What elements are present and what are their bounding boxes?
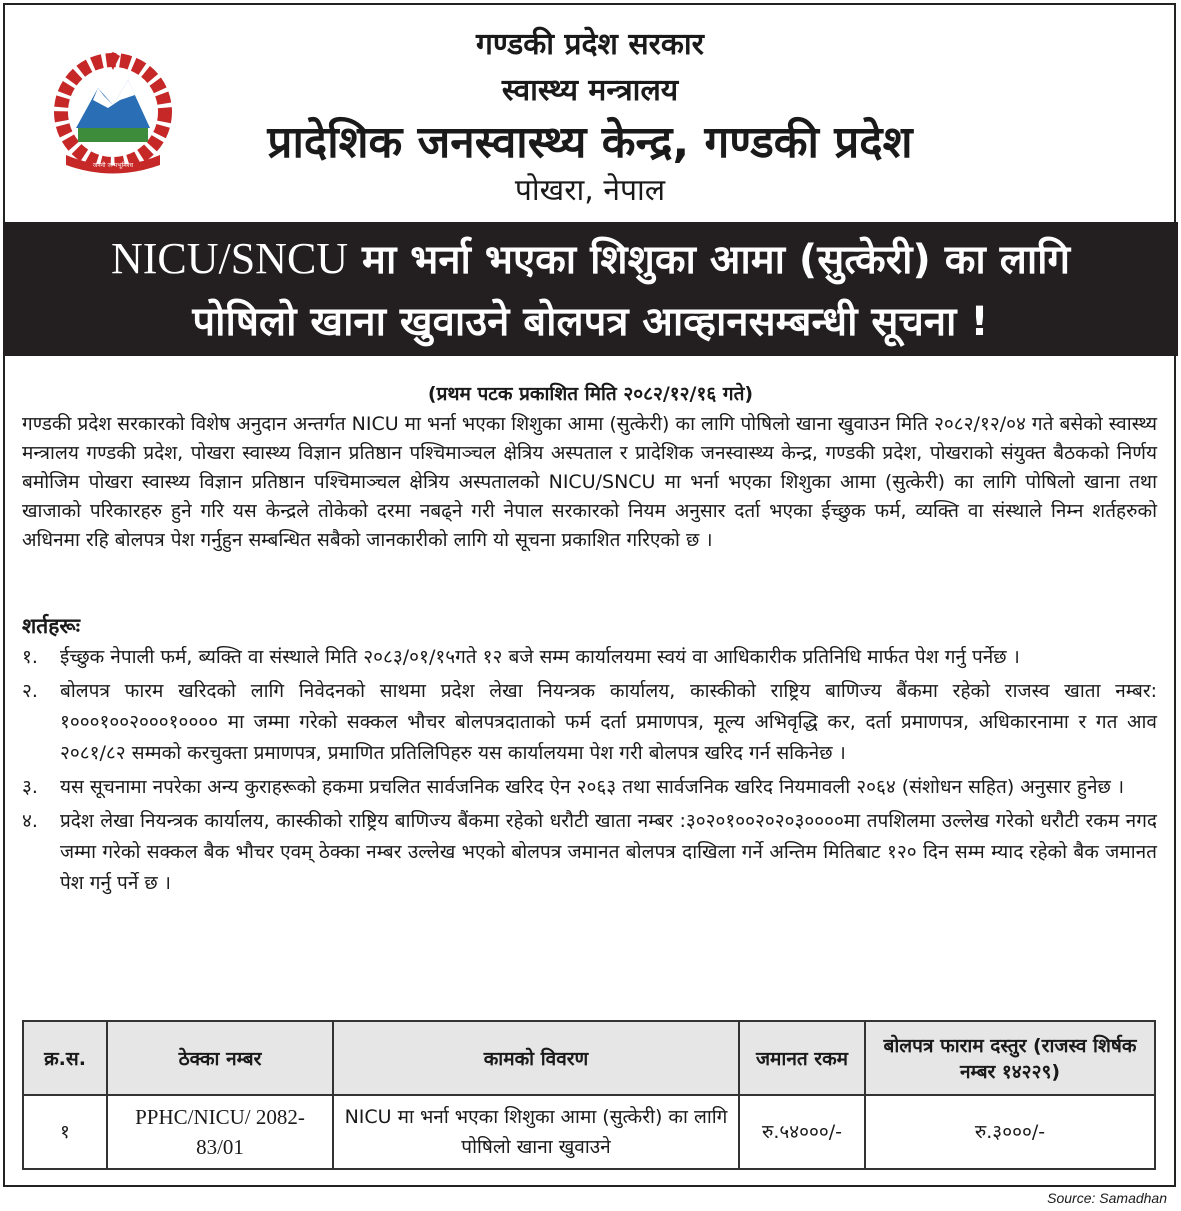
banner-np-text: मा भर्ना भएका शिशुका आमा (सुत्केरी) का लागि: [348, 237, 1071, 283]
condition-text: यस सूचनामा नपरेका अन्य कुराहरूको हकमा प्रचलित सार्वजनिक खरिद ऐन २०६३ तथा सार्वजनिक खरिद नियमावली २०६४ (संशोधन सहित) अनुसार हुनेछ ।: [60, 776, 1125, 798]
notice-title-banner: [3, 222, 1178, 356]
header-bid-security: जमानत रकम: [739, 1021, 865, 1095]
tender-table: [22, 1020, 1156, 1170]
condition-item: [22, 642, 1157, 673]
cell-bid-security: रु.५४०००/-: [739, 1095, 865, 1169]
condition-item: [22, 772, 1157, 803]
publication-date: (प्रथम पटक प्रकाशित मिति २०८२/१२/१६ गते): [427, 383, 754, 405]
condition-number: ४.: [22, 810, 38, 832]
condition-number: १.: [22, 646, 38, 668]
condition-text: प्रदेश लेखा नियन्त्रक कार्यालय, कास्कीको राष्ट्रिय बाणिज्य बैंकमा रहेको धरौटी खाता नम्बर :३०२०१००२०२०३००००मा तपशिलमा उल्लेख गरेको धरौटी रकम नगद जम्मा गरेको सक्कल बैक भौचर एवम् ठेक्का नम्बर उल्लेख भएको बोलपत्र जमानत बोलपत्र दाखिला गर्ने अन्तिम मितिबाट १२० दिन सम्म म्याद रहेको बैक जमानत पेश गर्नु पर्ने छ ।: [60, 810, 1157, 894]
conditions-heading: शर्तहरूः: [22, 614, 80, 638]
banner-line-1: [3, 228, 1178, 291]
office-location: पोखरा, नेपाल: [514, 173, 666, 208]
header-serial: क्र.स.: [23, 1021, 107, 1095]
cell-form-fee: रु.३०००/-: [865, 1095, 1155, 1169]
nepal-emblem-logo: [38, 50, 188, 180]
ministry-name: स्वास्थ्य मन्त्रालय: [501, 73, 679, 108]
banner-line-2: पोषिलो खाना खुवाउने बोलपत्र आव्हानसम्बन्धी सूचना !: [192, 299, 989, 345]
header-form-fee: बोलपत्र फाराम दस्तुर (राजस्व शिर्षक नम्बर १४२२९): [865, 1021, 1155, 1095]
cell-work-description: NICU मा भर्ना भएका शिशुका आमा (सुत्केरी) का लागि पोषिलो खाना खुवाउने: [333, 1095, 739, 1169]
condition-item: [22, 676, 1157, 769]
conditions-list: [22, 642, 1157, 902]
source-credit: Source: Samadhan: [1047, 1190, 1167, 1206]
condition-text: बोलपत्र फारम खरिदको लागि निवेदनको साथमा प्रदेश लेखा नियन्त्रक कार्यालय, कास्कीको राष्ट्रिय बाणिज्य बैंकमा रहेको राजस्व खाता नम्बर: १०००१००२०००१०००० मा जम्मा गरेको सक्कल भौचर बोलपत्रदाताको फर्म दर्ता प्रमाणपत्र, मूल्य अभिवृद्धि कर, दर्ता प्रमाणपत्र, अधिकारनामा र गत आव २०८१/८२ सम्मको करचुक्ता प्रमाणपत्र, प्रमाणित प्रतिलिपिहरु यस कार्यालयमा पेश गरी बोलपत्र खरिद गर्न सकिनेछ ।: [60, 680, 1157, 764]
condition-item: [22, 806, 1157, 899]
banner-en-text: NICU/SNCU: [110, 234, 349, 283]
emblem-motto: जननी जन्मभूमिश्च: [92, 162, 134, 169]
cell-serial: १: [23, 1095, 107, 1169]
header-contract-number: ठेक्का नम्बर: [107, 1021, 333, 1095]
table-header-row: [23, 1021, 1155, 1095]
cell-contract-number: PPHC/NICU/ 2082-83/01: [107, 1095, 333, 1169]
condition-number: २.: [22, 680, 38, 702]
condition-number: ३.: [22, 776, 38, 798]
table-row: [23, 1095, 1155, 1169]
header-work-description: कामको विवरण: [333, 1021, 739, 1095]
intro-paragraph: गण्डकी प्रदेश सरकारको विशेष अनुदान अन्तर्गत NICU मा भर्ना भएका शिशुका आमा (सुत्केरी) का लागि पोषिलो खाना खुवाउन मिति २०८२/१२/०४ गते बसेको स्वास्थ्य मन्त्रालय गण्डकी प्रदेश, पोखरा स्वास्थ्य विज्ञान प्रतिष्ठान पश्चिमाञ्चल क्षेत्रिय अस्पताल र प्रादेशिक जनस्वास्थ्य केन्द्र, गण्डकी प्रदेश, पोखराको संयुक्त बैठकको निर्णय बमोजिम पोखरा स्वास्थ्य विज्ञान प्रतिष्ठान पश्चिमाञ्चल क्षेत्रिय अस्पतालको NICU/SNCU मा भर्ना भएका शिशुका आमा (सुत्केरी) का लागि पोषिलो खाना तथा खाजाको परिकारहरु हुने गरि यस केन्द्रले तोकेको दरमा नबढ्ने गरी नेपाल सरकारको नियम अनुसार दर्ता भएका ईच्छुक फर्म, व्यक्ति वा संस्थाले निम्न शर्तहरुको अधिनमा रहि बोलपत्र पेश गर्नुहुन सम्बन्धित सबैको जानकारीको लागि यो सूचना प्रकाशित गरिएको छ ।: [22, 413, 1157, 551]
condition-text: ईच्छुक नेपाली फर्म, ब्यक्ति वा संस्थाले मिति २०८३/०१/१५गते १२ बजे सम्म कार्यालयमा स्वयं वा आधिकारीक प्रतिनिधि मार्फत पेश गर्नु पर्नेछ ।: [60, 646, 1020, 668]
government-name: गण्डकी प्रदेश सरकार: [476, 27, 704, 62]
office-name: प्रादेशिक जनस्वास्थ्य केन्द्र, गण्डकी प्रदेश: [267, 117, 913, 168]
